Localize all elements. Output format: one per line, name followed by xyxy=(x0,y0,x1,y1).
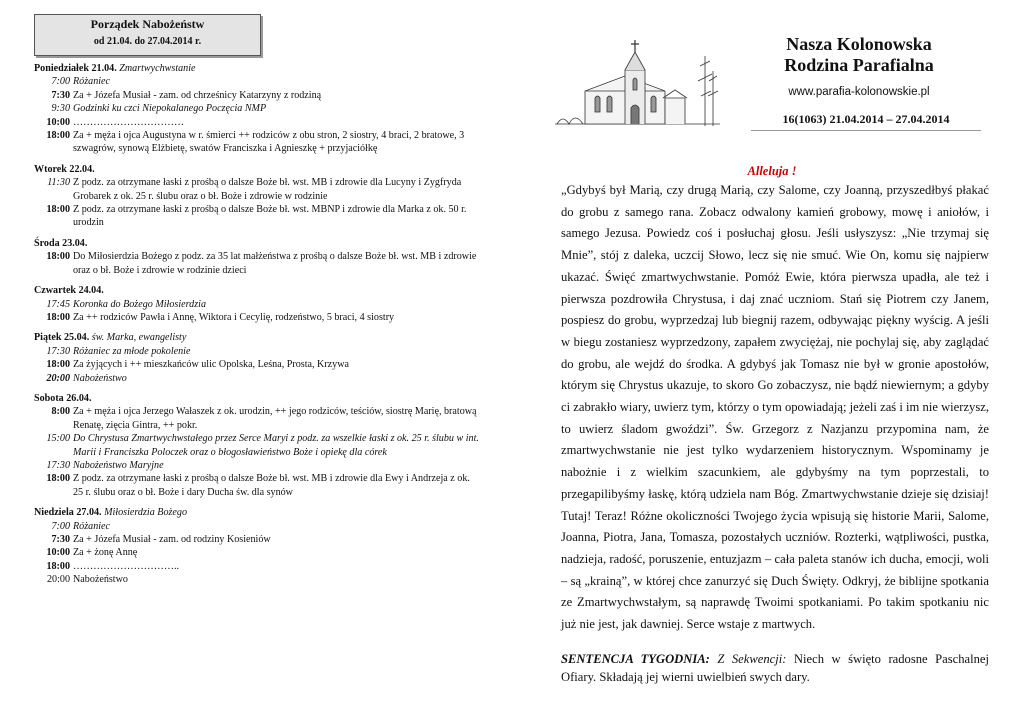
day-name: Czwartek 24.04. xyxy=(34,285,104,297)
entry-time: 20:00 xyxy=(47,574,70,586)
entry-text: Za żyjących i ++ mieszkańców ulic Opolska, Leśna, Prosta, Krzywa xyxy=(73,359,349,371)
entry-time: 8:00 xyxy=(51,406,70,418)
entry-text: Z podz. za otrzymane łaski z prośbą o dalsze Boże bł. wst. MB i zdrowie dla Ewy i Andrzeja z ok. 25 r. ślubu oraz o bł. Boże i dary Ducha św. dla synów xyxy=(73,473,470,498)
schedule-entry xyxy=(34,459,482,472)
entry-text: Za + żonę Annę xyxy=(73,547,138,559)
day-title xyxy=(34,284,482,297)
schedule-entry xyxy=(34,432,482,459)
entry-text: Różaniec xyxy=(73,76,110,88)
schedule-entry xyxy=(34,298,482,311)
entry-time: 7:30 xyxy=(51,89,70,101)
schedule-entry xyxy=(34,116,482,129)
schedule-header-box xyxy=(34,14,261,56)
entry-text: Nabożeństwo xyxy=(73,372,127,384)
day-name: Wtorek 22.04 xyxy=(34,163,93,175)
schedule-day xyxy=(34,284,482,324)
day-separator: . xyxy=(84,237,88,249)
schedule-day xyxy=(34,392,482,499)
day-title xyxy=(34,62,482,75)
entry-text: Za + Józefa Musiał - zam. od rodziny Kosieniów xyxy=(73,534,271,545)
day-title xyxy=(34,163,482,176)
entry-text: Różaniec xyxy=(73,520,110,532)
day-title xyxy=(34,506,482,519)
schedule-dates: od 21.04. do 27.04.2014 r. xyxy=(93,36,202,48)
sentence-label: SENTENCJA TYGODNIA: xyxy=(561,652,710,666)
entry-time: 17:30 xyxy=(46,459,70,471)
article-heading: Alleluja ! xyxy=(747,164,797,178)
entry-time: 18:00 xyxy=(46,473,70,485)
schedule-list xyxy=(34,62,482,594)
masthead-title-line2: Rodzina Parafialna xyxy=(784,55,934,75)
entry-time: 10:00 xyxy=(46,547,70,559)
entry-time: 15:00 xyxy=(46,433,70,445)
schedule-entry xyxy=(34,345,482,358)
schedule-entry xyxy=(34,372,482,385)
schedule-day xyxy=(34,331,482,385)
entry-time: 18:00 xyxy=(46,204,70,216)
schedule-title: Porządek Nabożeństw xyxy=(90,17,205,31)
day-name: Piątek 25.04. xyxy=(34,332,90,344)
church-illustration xyxy=(555,36,720,128)
schedule-day xyxy=(34,62,482,156)
entry-time: 9:30 xyxy=(51,103,70,115)
entry-time: 7:00 xyxy=(51,520,70,532)
entry-time: 18:00 xyxy=(46,560,70,572)
day-name: Poniedziałek 21.04 xyxy=(34,63,115,74)
schedule-entry xyxy=(34,472,482,499)
schedule-entry xyxy=(34,129,482,156)
entry-time: 18:00 xyxy=(46,251,70,263)
day-title xyxy=(34,392,482,405)
day-separator: . xyxy=(92,163,95,175)
entry-text: Za ++ rodziców Pawła i Annę, Wiktora i Cecylię, rodzeństwo, 5 braci, 4 siostry xyxy=(73,311,395,323)
schedule-entry xyxy=(34,176,482,203)
schedule-entry xyxy=(34,546,482,559)
entry-time: 18:00 xyxy=(46,359,70,371)
day-feast: Miłosierdzia Bożego xyxy=(104,507,187,519)
schedule-entry xyxy=(34,250,482,277)
entry-time: 7:30 xyxy=(51,534,70,545)
entry-time: 11:30 xyxy=(47,177,70,189)
schedule-entry xyxy=(34,358,482,371)
entry-time: 7:00 xyxy=(51,76,70,88)
entry-text: Koronka do Bożego Miłosierdzia xyxy=(73,298,206,310)
schedule-entry xyxy=(34,520,482,533)
entry-time: 17:30 xyxy=(46,345,70,357)
entry-text: …………………………… xyxy=(73,116,185,128)
sentence-of-week xyxy=(561,651,989,686)
entry-text: Za + męża i ojca Augustyna w r. śmierci ++ rodziców z obu stron, 2 siostry, 4 braci, 2 bratowe, 3 szwagrów, synową Elżbietę, swatów Franciszka i Agnieszkę + przyjaciółkę xyxy=(73,130,465,155)
entry-text: Za + Józefa Musiał - zam. od chrześnicy Katarzyny z rodziną xyxy=(73,89,322,101)
schedule-entry xyxy=(34,102,482,115)
entry-text: Z podz. za otrzymane łaski z prośbą o dalsze Boże bł. wst. MB i zdrowie dla Lucyny i Zygfryda Grobarek z ok. 25 r. ślubu oraz o bł. Boże i zdrowie w rodzinie xyxy=(73,177,462,202)
schedule-entry xyxy=(34,75,482,88)
entry-text: Nabożeństwo Maryjne xyxy=(73,459,164,471)
day-separator: . xyxy=(114,63,120,74)
day-name: Środa 23.04 xyxy=(34,237,85,249)
schedule-entry xyxy=(34,311,482,324)
schedule-entry xyxy=(34,405,482,432)
issue-number: 16(1063) 21.04.2014 – 27.04.2014 xyxy=(751,112,981,131)
entry-text: Nabożeństwo xyxy=(73,574,128,586)
schedule-entry xyxy=(34,203,482,230)
schedule-day xyxy=(34,163,482,230)
schedule-entry xyxy=(34,89,482,102)
entry-time: 18:00 xyxy=(46,311,70,323)
entry-time: 18:00 xyxy=(46,130,70,142)
entry-text: Do Miłosierdzia Bożego z podz. za 35 lat małżeństwa z prośbą o dalsze Boże bł. wst. MB i zdrowie oraz o bł. Boże i zdrowie w rodzinie dzieci xyxy=(73,251,477,276)
entry-time: 20:00 xyxy=(46,372,70,384)
schedule-day xyxy=(34,237,482,277)
entry-text: Za + męża i ojca Jerzego Wałaszek z ok. urodzin, ++ jego rodziców, teściów, siostrę Marię, bratową Renatę, zięcia Gintra, ++ pokr. xyxy=(73,406,477,431)
entry-text: Godzinki ku czci Niepokalanego Poczęcia NMP xyxy=(73,103,267,115)
entry-time: 17:45 xyxy=(46,298,70,310)
day-name: Sobota 26.04. xyxy=(34,392,92,404)
schedule-entry xyxy=(34,560,482,573)
masthead-title-line1: Nasza Kolonowska xyxy=(786,34,932,54)
day-title xyxy=(34,331,482,344)
entry-text: Różaniec za młode pokolenie xyxy=(73,345,191,357)
day-title xyxy=(34,237,482,250)
entry-text: Do Chrystusa Zmartwychwstałego przez Serce Maryi z podz. za wszelkie łaski z ok. 25 r. ślubu w int. Marii i Franciszka Poloczek oraz o błogosławieństwo Boże i opiekę dla córek xyxy=(73,433,479,458)
day-feast: Zmartwychwstanie xyxy=(119,63,196,74)
schedule-entry xyxy=(34,573,482,586)
entry-time: 10:00 xyxy=(46,116,70,128)
entry-text: Z podz. za otrzymane łaski z prośbą o dalsze Boże bł. wst. MBNP i zdrowie dla Marka z ok. 50 r. urodzin xyxy=(73,204,467,229)
schedule-entry xyxy=(34,533,482,546)
sentence-text: Niech w święto radosne Paschalnej Ofiary. Składają jej wierni uwielbień swych dary. xyxy=(561,652,989,684)
day-name: Niedziela 27.04. xyxy=(34,507,102,519)
sentence-source: Z Sekwencji: xyxy=(717,652,787,666)
day-feast: św. Marka, ewangelisty xyxy=(91,332,187,344)
entry-text: ………………………….. xyxy=(73,560,179,572)
parish-website-link[interactable]: www.parafia-kolonowskie.pl xyxy=(788,86,930,98)
masthead xyxy=(729,34,989,131)
article-body: „Gdybyś był Marią, czy drugą Marią, czy Salome, czy Joanną, przyszedłbyś płakać do grobu z samego rana. Zobacz odwalony kamień grobowy, mowę i aniołów, i samego Jezusa. Powiedz coś i posłuchaj głosu. Jeśli usłyszysz: „Nie trzymaj się Mnie”, stój z daleka, uczcij Słowo, lecz się nie smuć. Wie On, komu się najpierw ukazać. Święć zmartwychwstanie. Pomóż Ewie, która pierwsza upadła, ale też i pierwsza pozdrowiła Chrystusa, i daj znać uczniom. Stań się Piotrem czy Janem, pospiesz do grobu, wyprzedzaj lub biegnij razem, odbywając piękny wyścig. A jeśli w biegu zostaniesz wyprzedzony, zapałem zwyciężaj, nie pochylaj się, aby zaglądać do grobu, ale wejdź do środka. A gdybyś jak Tomasz nie był w gronie apostołów, którym się Chrystus ukazuje, to skoro Go zobaczysz, nie bądź niewiernym; a gdyby ci zabrakło wiary, uwierz tym, którzy o tym opowiadają; jeżeli zaś i im nie wierzysz, to uwierz śladom gwoździ”. Św. Grzegorz z Nazjanzu przypomina nam, że zmartwychwstanie nie jest tylko wydarzeniem historycznym. Wspominamy je nabożnie i z wielkim szacunkiem, ale gdybyśmy na tym poprzestali, to przegapilibyśmy łaskę, którą udziela nam Bóg. Zmartwychwstanie dzieje się dzisiaj! Tutaj! Teraz! Różne okoliczności Twojego życia wpisują się historie Marii, Salome, Joanna, Piotra, Jana, Tomasza, pozostałych uczniów. Rozterki, wątpliwości, pustka, nadzieja, radość, poruszenie, entuzjazm – cała paleta stanów ich ducha, emocji, woli – są „krainą”, w której chce zanurzyć się Duch Święty. Odkryj, że biblijne spotkania ze Zmartwychwstałym, są naprawdę Twoimi spotkaniami. Po takim spotkaniu nic już nie jest, jak dawniej. Serce wstaje z martwych. xyxy=(561,183,989,632)
schedule-day xyxy=(34,506,482,586)
